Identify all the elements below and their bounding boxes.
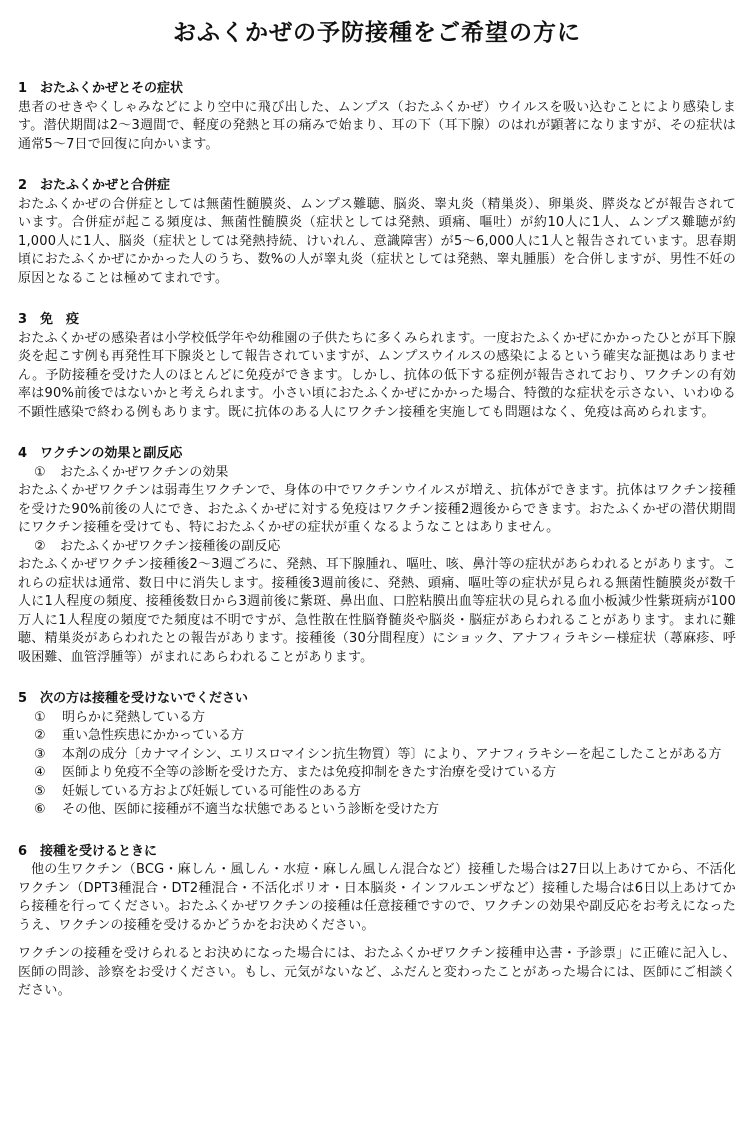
- subsection-number: ②: [34, 538, 46, 554]
- section-symptoms: [18, 80, 736, 154]
- list-item-text: 重い急性疾患にかかっている方: [62, 728, 245, 743]
- section-heading: 3 免 疫: [18, 312, 80, 327]
- section-immunity: [18, 311, 736, 422]
- section-heading: 5 次の方は接種を受けないでください: [18, 691, 249, 706]
- section-heading: 1 おたふくかぜとその症状: [18, 81, 184, 96]
- document-title: おふくかぜの予防接種をご希望の方に: [173, 20, 581, 46]
- section-body: おたふくかぜの合併症としては無菌性髄膜炎、ムンプス難聴、脳炎、睾丸炎（精巣炎）、卵巣炎、膵炎などが報告されています。合併症が起こる頻度は、無菌性髄膜炎（症状としては発熱、頭痛、嘔吐）が約10人に1人、ムンプス難聴が約1,000人に1人、脳炎（症状としては発熱持続、けいれん、意識障害）が5～6,000人に1人と報告されています。思春期頃におたふくかぜにかかった人のうち、数%の人が睾丸炎（症状としては発熱、睾丸腫脹）を合併しますが、男性不妊の原因となることは極めてまれです。: [18, 196, 736, 286]
- section-vaccine-effects: [18, 445, 736, 667]
- subsection-heading-efficacy: [34, 464, 736, 483]
- contraindication-list: [18, 709, 736, 820]
- list-item-text: その他、医師に接種が不適当な状態であるという診断を受けた方: [62, 802, 440, 817]
- subsection-number: ①: [34, 464, 46, 480]
- list-item: [34, 801, 736, 820]
- list-item-number: ①: [34, 709, 46, 725]
- list-item-number: ⑤: [34, 783, 46, 799]
- list-item: [34, 746, 736, 765]
- subsection-body-efficacy: おたふくかぜワクチンは弱毒生ワクチンで、身体の中でワクチンウイルスが増え、抗体ができます。抗体はワクチン接種を受けた90%前後の人にでき、おたふくかぜに対する免疫はワクチン接種2週後からできます。おたふくかぜの潜伏期間にワクチン接種を受けても、特におたふくかぜの症状が重くなるようなことはありません。: [18, 483, 736, 535]
- section-body: 他の生ワクチン（BCG・麻しん・風しん・水痘・麻しん風しん混合など）接種した場合は27日以上あけてから、不活化ワクチン（DPT3種混合・DT2種混合・不活化ポリオ・日本脳炎・インフルエンザなど）接種した場合は6日以上あけてから接種を行ってください。おたふくかぜワクチンの接種は任意接種ですので、ワクチンの効果や副反応をお考えになったうえ、ワクチンの接種を受けるかどうかをお決めください。: [18, 862, 736, 933]
- section-contraindications: [18, 690, 736, 820]
- list-item-number: ②: [34, 728, 46, 743]
- closing-paragraph: ワクチンの接種を受けられるとお決めになった場合には、おたふくかぜワクチン接種申込書・予診票」に正確に記入し、医師の問診、診察をお受けください。もし、元気がないなど、ふだんと変わったことがあった場合には、医師にご相談ください。: [18, 946, 736, 998]
- section-heading: 4 ワクチンの効果と副反応: [18, 446, 183, 461]
- list-item: [34, 783, 736, 802]
- list-item-text: 医師より免疫不全等の診断を受けた方、または免疫抑制をきたす治療を受けている方: [62, 765, 557, 780]
- list-item: [34, 727, 736, 746]
- list-item: [34, 764, 736, 783]
- subsection-label: おたふくかぜワクチン接種後の副反応: [60, 538, 281, 554]
- list-item-text: 本剤の成分〔カナマイシン、エリスロマイシン抗生物質）等〕により、アナフィラキシーを起こしたことがある方: [62, 746, 722, 762]
- list-item-number: ⑥: [34, 802, 46, 817]
- subsection-heading-side-effects: [34, 538, 736, 557]
- list-item-number: ④: [34, 765, 46, 780]
- section-when-vaccinated: [18, 843, 736, 1001]
- section-heading: 2 おたふくかぜと合併症: [18, 178, 171, 193]
- list-item-text: 明らかに発熱している方: [62, 709, 206, 725]
- list-item-number: ③: [34, 746, 46, 762]
- subsection-body-side-effects: おたふくかぜワクチン接種後2～3週ごろに、発熱、耳下腺腫れ、嘔吐、咳、鼻汁等の症状があらわれるとがあります。これらの症状は通常、数日中に消失します。接種後3週前後に、発熱、頭痛、嘔吐等の症状が見られる無菌性髄膜炎が数千人に1人程度の頻度、接種後数日から3週前後に紫斑、鼻出血、口腔粘膜出血等症状の見られる血小板減少性紫斑病が100万人に1人程度の頻度でた頻度は不明ですが、急性散在性脳脊髄炎や脳炎・脳症があらわれることがあります。まれに難聴、精巣炎があらわれたとの報告があります。接種後（30分間程度）にショック、アナフィラキシー様症状（蕁麻疹、呼吸困難、血管浮腫等）がまれにあらわれることがあります。: [18, 557, 736, 665]
- section-body: おたふくかぜの感染者は小学校低学年や幼稚園の子供たちに多くみられます。一度おたふくかぜにかかったひとが耳下腺炎を起こす例も再発性耳下腺炎として報告されていますが、ムンプスウイルスの感染によるという確実な証拠はありません。予防接種を受けた人のほとんどに免疫ができます。しかし、抗体の低下する症例が報告されており、ワクチンの有効率は90%前後ではないかと考えられます。小さい頃におたふくかぜにかかった場合、特徴的な症状を示さない、いわゆる不顕性感染で終わる例もあります。既に抗体のある人にワクチン接種を実施しても問題はなく、免疫は高められます。: [18, 330, 737, 420]
- section-heading: 6 接種を受けるときに: [18, 843, 158, 859]
- list-item: [34, 709, 736, 728]
- list-item-text: 妊娠している方および妊娠している可能性のある方: [62, 783, 362, 799]
- subsection-label: おたふくかぜワクチンの効果: [60, 464, 229, 480]
- section-body: 患者のせきやくしゃみなどにより空中に飛び出した、ムンプス（おたふくかぜ）ウイルスを吸い込むことにより感染します。潜伏期間は2～3週間で、軽度の発熱と耳の痛みで始まり、耳の下（耳下腺）のはれが顕著になりますが、その症状は通常5～7日で回復に向かいます。: [18, 99, 736, 152]
- section-complications: [18, 177, 736, 288]
